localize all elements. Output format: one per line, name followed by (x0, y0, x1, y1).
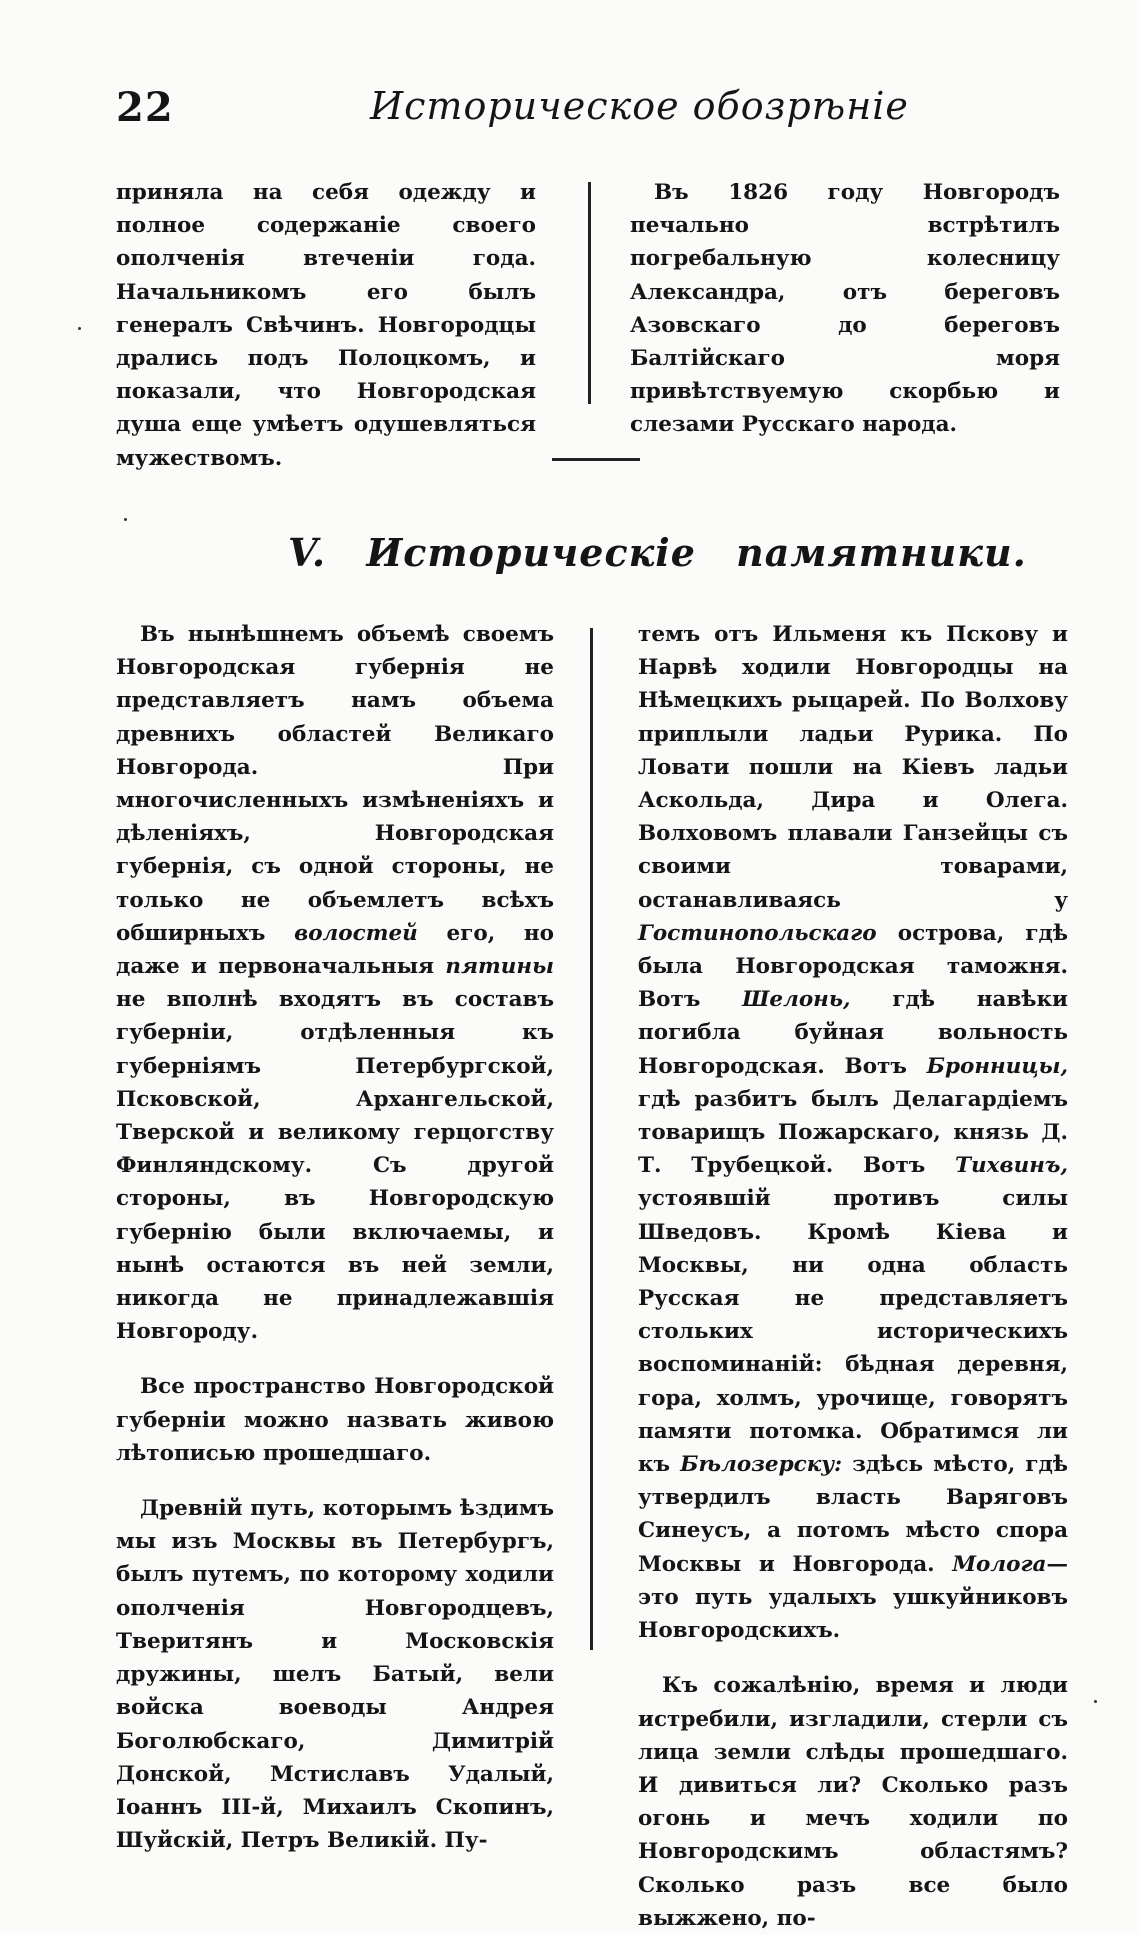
text-run: гдѣ навѣки погибла буйная вольность Новгородская. Вотъ (638, 987, 1068, 1079)
column-divider-top (588, 182, 591, 404)
print-speck (78, 327, 81, 330)
top-left-column (116, 176, 536, 475)
left-column (116, 618, 554, 1857)
italic-place-name: Шелонь, (742, 987, 851, 1013)
italic-place-name: Гостинопольскаго (638, 920, 877, 946)
section-title: Историческіе памятники. (366, 530, 1027, 575)
running-head: Историческое обозрѣніе (370, 84, 909, 128)
left-paragraph-3: Древній путь, которымъ ѣздимъ мы изъ Москвы въ Петербургъ, былъ путемъ, по которому ходили ополченія Новгородцевъ, Тверитянъ и Московскія дружины, шелъ Батый, вели войска воеводы Андрея Боголюбскаго, Димитрій Донской, Мстиславъ Удалый, Іоаннъ III-й, Михаилъ Скопинъ, Шуйскій, Петръ Великій. Пу- (116, 1496, 554, 1854)
right-paragraph-2: Къ сожалѣнію, время и люди истребили, изгладили, стерли съ лица земли слѣды прошедшаго. И дивиться ли? Сколько разъ огонь и мечъ ходили по Новгородскимъ областямъ? Сколько разъ все было выжжено, по- (638, 1673, 1068, 1931)
section-separator (552, 458, 640, 461)
left-paragraph-2: Все пространство Новгородской губерніи можно назвать живою лѣтописью прошедшаго. (116, 1374, 554, 1466)
italic-place-name: Тихвинъ, (955, 1153, 1068, 1179)
section-number: V. (288, 530, 327, 575)
italic-term: пятины (445, 954, 554, 980)
italic-term: волостей (294, 920, 418, 946)
italic-place-name: Молога (952, 1551, 1047, 1577)
section-heading (288, 530, 1027, 575)
right-paragraph-1 (638, 618, 1068, 1647)
top-right-paragraph: Въ 1826 году Новгородъ печально встрѣтилъ погребальную колесницу Александра, отъ береговъ Азовскаго до береговъ Балтійскаго моря привѣтствуемую скорбью и слезами Русскаго народа. (630, 180, 1060, 438)
column-divider (590, 628, 593, 1650)
print-speck (1094, 1700, 1097, 1703)
text-run: устоявшій противъ силы Шведовъ. Кромѣ Кіева и Москвы, ни одна область Русская не представляетъ стольких историческихъ воспоминаній: бѣдная деревня, гора, холмъ, урочище, говорятъ памяти потомка. Обратимся ли къ (638, 1186, 1068, 1478)
print-speck (124, 518, 127, 521)
text-run: гдѣ разбитъ былъ Делагардіемъ товарищъ Пожарскаго, князь Д. Т. Трубецкой. Вотъ (638, 1086, 1068, 1179)
text-run: не вполнѣ входятъ въ составъ губерніи, отдѣленныя къ губерніямъ Петербургской, Псковской, Архангельской, Тверской и великому герцогству Финляндскому. Съ другой стороны, въ Новгородскую губернію были включаемы, и нынѣ остаются въ ней земли, никогда не принадлежавшія Новгороду. (116, 987, 554, 1345)
italic-place-name: Бѣлозерску: (680, 1452, 843, 1478)
text-run: —это путь удалыхъ ушкуйниковъ Новгородскихъ. (638, 1551, 1068, 1644)
top-left-paragraph: приняла на себя одежду и полное содержаніе своего ополченія втеченіи года. Начальникомъ его былъ генералъ Свѣчинъ. Новгородцы дрались подъ Полоцкомъ, и показали, что Новгородская душа еще умѣетъ одушевляться мужествомъ. (116, 180, 536, 471)
italic-place-name: Бронницы, (926, 1053, 1068, 1079)
page-number: 22 (116, 84, 174, 131)
text-run: Въ нынѣшнемъ объемѣ своемъ Новгородская губернія не представляетъ намъ объема древнихъ областей Великаго Новгорода. При многочисленныхъ измѣненіяхъ и дѣленіяхъ, Новгородская губернія, съ одной стороны, не только не объемлетъ всѣхъ обширныхъ (116, 622, 554, 946)
right-column (638, 618, 1068, 1935)
left-paragraph-1 (116, 618, 554, 1348)
text-run: его, но даже и первоначальныя (116, 920, 554, 980)
text-run: острова, гдѣ была Новгородская таможня. Вотъ (638, 920, 1068, 1013)
text-run: здѣсь мѣсто, гдѣ утвердилъ власть Варяговъ Синеусъ, а потомъ мѣсто спора Москвы и Новгорода. (638, 1452, 1068, 1577)
top-right-column (630, 176, 1060, 442)
text-run: темъ отъ Ильменя къ Пскову и Нарвѣ ходили Новгородцы на Нѣмецкихъ рыцарей. По Волхову приплыли ладьи Рурика. По Ловати пошли на Кіевъ ладьи Аскольда, Дира и Олега. Волховомъ плавали Ганзейцы съ своими товарами, останавливаясь у (638, 622, 1068, 913)
